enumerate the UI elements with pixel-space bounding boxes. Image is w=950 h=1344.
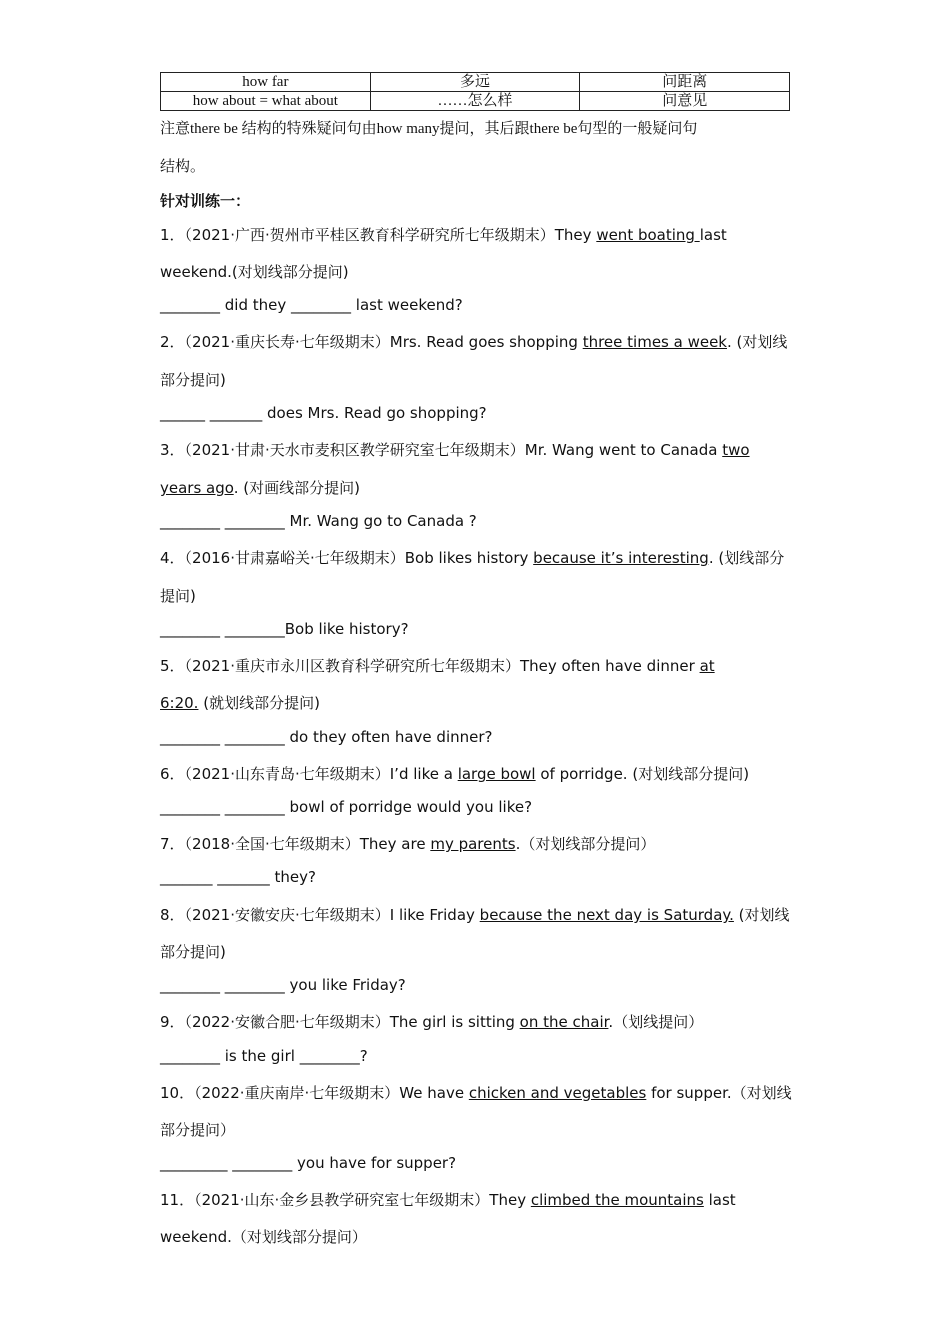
note-line-1: 注意there be 结构的特殊疑问句由how many提问，其后跟there be句型的一般疑问句 — [160, 121, 698, 137]
table-cell: how far — [161, 73, 371, 92]
answer-10: _________ ________ you have for supper? — [160, 1154, 457, 1172]
question-text: 8．（2021·安徽安庆·七年级期末）I like Friday — [160, 906, 480, 924]
underlined-part: large bowl — [457, 765, 536, 783]
table-cell: 多远 — [370, 73, 580, 92]
question-7 — [160, 833, 655, 854]
answer-3: ________ ________ Mr. Wang go to Canada ? — [160, 512, 477, 530]
question-1-line-2: weekend.(对划线部分提问) — [160, 263, 349, 281]
question-11 — [160, 1189, 736, 1210]
question-text: .（划线提问） — [608, 1013, 704, 1031]
table-cell: ……怎么样 — [370, 92, 580, 111]
question-text: . (对画线部分提问) — [233, 479, 360, 497]
vocab-table — [160, 72, 790, 111]
question-9 — [160, 1011, 703, 1032]
note-line-2: 结构。 — [160, 157, 206, 175]
table-cell: how about = what about — [161, 92, 371, 111]
question-text: 3．（2021·甘肃·天水市麦积区教学研究室七年级期末）Mr. Wang went to Canada — [160, 441, 723, 459]
table-row — [161, 92, 790, 111]
underlined-part: two — [722, 441, 750, 459]
question-8-line-2: 部分提问) — [160, 943, 226, 961]
underlined-part: at — [699, 657, 715, 675]
question-text: . (划线部分 — [708, 549, 785, 567]
question-1 — [160, 224, 727, 245]
answer-7: _______ _______ they? — [160, 868, 316, 886]
table-row — [161, 73, 790, 92]
underlined-part: my parents — [430, 835, 516, 853]
underlined-part: because the next day is Saturday. — [479, 906, 734, 924]
question-5 — [160, 655, 715, 676]
underlined-part: on the chair — [519, 1013, 609, 1031]
question-3-line-2 — [160, 477, 360, 498]
underlined-part: chicken and vegetables — [468, 1084, 647, 1102]
underlined-part: years ago — [160, 479, 234, 497]
question-text: 11．（2021·山东·金乡县教学研究室七年级期末）They — [160, 1191, 531, 1209]
question-text: (就划线部分提问) — [198, 694, 320, 712]
question-text: 5．（2021·重庆市永川区教育科学研究所七年级期末）They often have dinner — [160, 657, 700, 675]
section-title: 针对训练一： — [160, 192, 251, 210]
question-6 — [160, 763, 749, 784]
question-4 — [160, 547, 784, 568]
question-text: for supper.（对划线 — [646, 1084, 792, 1102]
question-11-line-2: weekend.（对划线部分提问） — [160, 1228, 367, 1246]
question-text: 9．（2022·安徽合肥·七年级期末）The girl is sitting — [160, 1013, 520, 1031]
question-text: (对划线 — [733, 906, 790, 924]
question-4-line-2: 提问) — [160, 587, 196, 605]
question-text: of porridge. (对划线部分提问) — [535, 765, 750, 783]
table-cell: 问意见 — [580, 92, 790, 111]
answer-1: ________ did they ________ last weekend? — [160, 296, 463, 314]
question-8 — [160, 904, 790, 925]
question-3 — [160, 439, 750, 460]
question-text: 10．（2022·重庆南岸·七年级期末）We have — [160, 1084, 469, 1102]
answer-5: ________ ________ do they often have dinner? — [160, 728, 493, 746]
answer-6: ________ ________ bowl of porridge would you like? — [160, 798, 533, 816]
question-text: 1．（2021·广西·贺州市平桂区教育科学研究所七年级期末）They — [160, 226, 597, 244]
question-2-line-2: 部分提问) — [160, 371, 226, 389]
question-text: . (对划线 — [727, 333, 788, 351]
question-5-line-2 — [160, 692, 320, 713]
question-text: 4．（2016·甘肃嘉峪关·七年级期末）Bob likes history — [160, 549, 534, 567]
question-text: 7．（2018·全国·七年级期末）They are — [160, 835, 431, 853]
underlined-part: because it’s interesting — [533, 549, 709, 567]
underlined-part: climbed the mountains — [530, 1191, 704, 1209]
question-text: last — [699, 226, 727, 244]
question-text: last — [703, 1191, 736, 1209]
answer-2: ______ _______ does Mrs. Read go shopping? — [160, 404, 487, 422]
answer-9: ________ is the girl ________? — [160, 1047, 368, 1065]
question-10-line-2: 部分提问） — [160, 1121, 236, 1139]
table-cell: 问距离 — [580, 73, 790, 92]
answer-8: ________ ________ you like Friday? — [160, 976, 406, 994]
question-text: 2．（2021·重庆长寿·七年级期末）Mrs. Read goes shopping — [160, 333, 583, 351]
underlined-part: three times a week — [582, 333, 727, 351]
question-text: 6．（2021·山东青岛·七年级期末）I’d like a — [160, 765, 458, 783]
question-2 — [160, 331, 787, 352]
underlined-part: 6:20. — [160, 694, 199, 712]
question-text: .（对划线部分提问） — [515, 835, 656, 853]
question-10 — [160, 1082, 792, 1103]
underlined-part: went boating — [596, 226, 700, 244]
answer-4: ________ ________Bob like history? — [160, 620, 409, 638]
